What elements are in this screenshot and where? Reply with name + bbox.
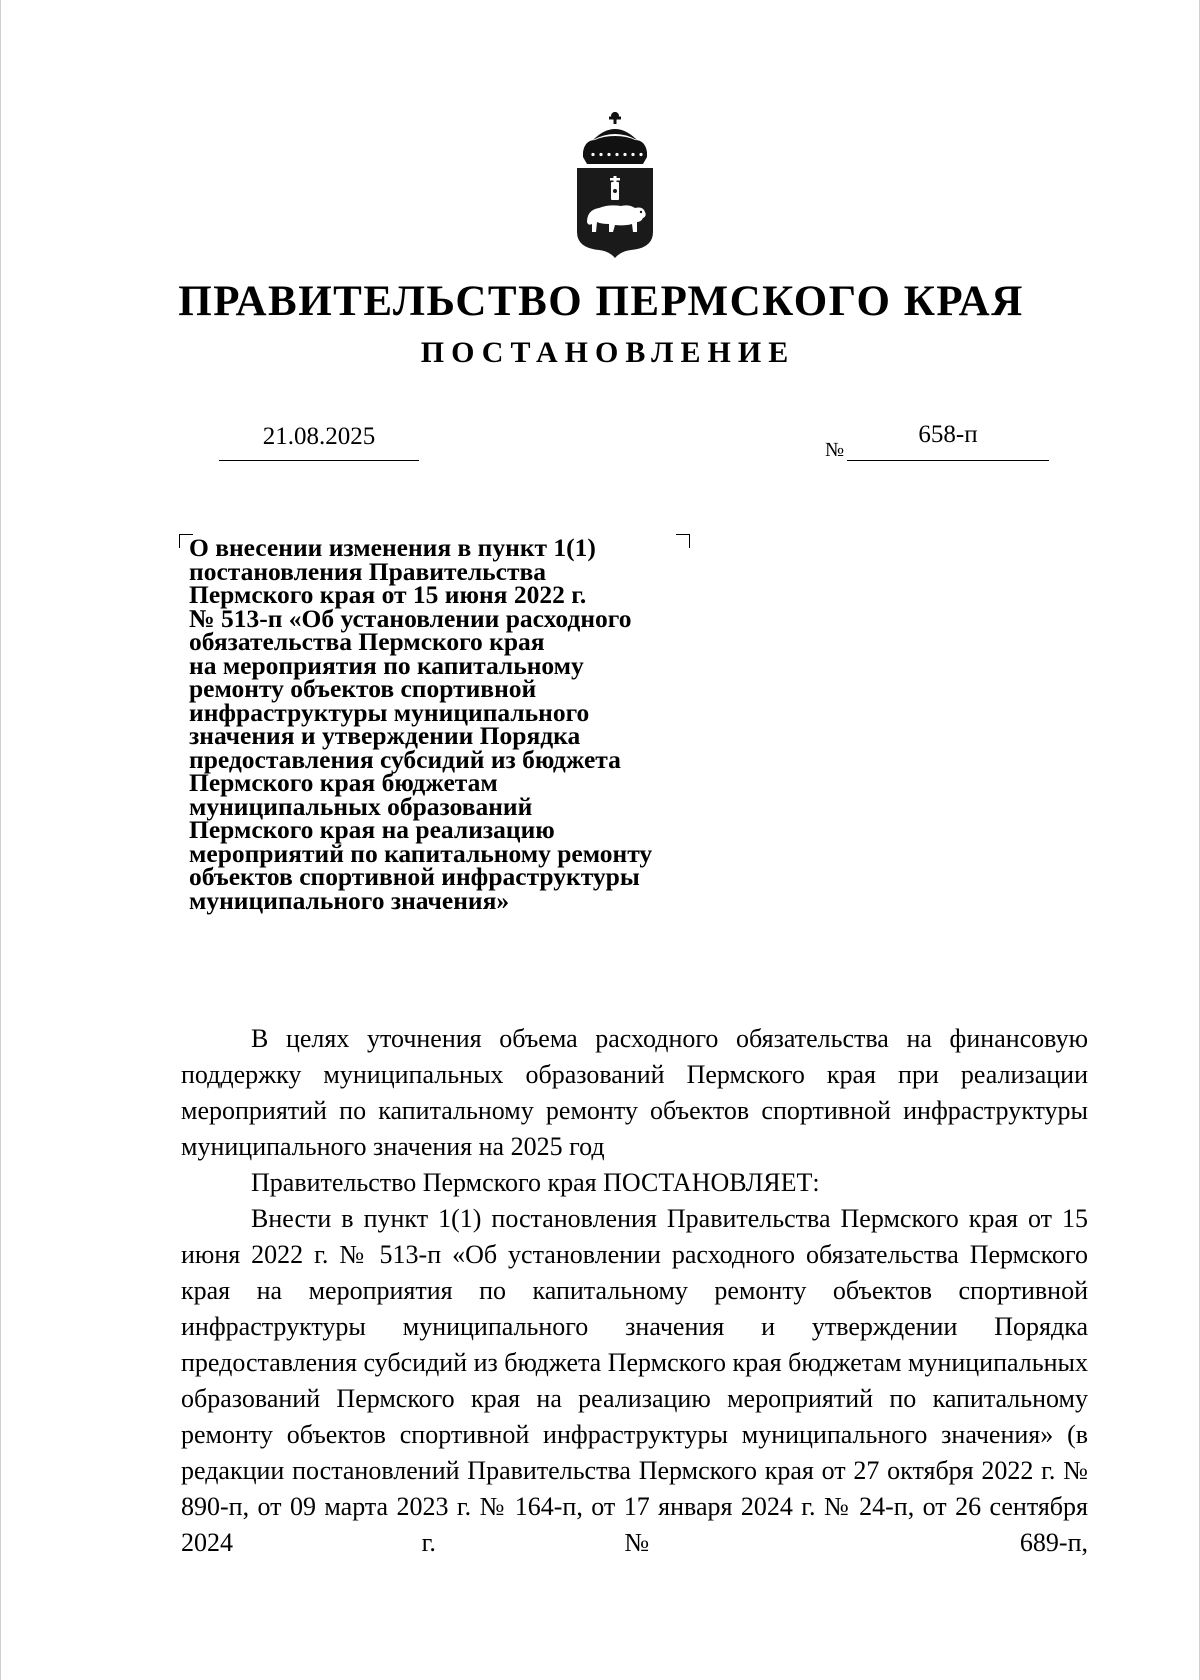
document-number: 658-п (847, 416, 1049, 461)
subject-line: Пермского края бюджетам (189, 768, 498, 797)
subject-line: О внесении изменения в пункт 1(1) (189, 533, 596, 562)
document-subject (189, 533, 729, 915)
document-date: 21.08.2025 (219, 418, 419, 461)
subject-line: значения и утверждении Порядка (189, 721, 581, 750)
coat-of-arms-icon (563, 110, 667, 260)
body-paragraph-amendment: Внести в пункт 1(1) постановления Правительства Пермского края от 15 июня 2022 г. № 513-п «Об установлении расходного обязательства Пермского края на мероприятия по капитальному ремонту объектов спортивной инфраструктуры муниципального значения и утверждении Порядка предоставления субсидий из бюджета Пермского края бюджетам муниципальных образований Пермского края на реализацию мероприятий по капитальному ремонту объектов спортивной инфраструктуры муниципального значения» (в редакции постановлений Правительства Пермского края от 27 октября 2022 г. № 890-п, от 09 марта 2023 г. № 164-п, от 17 января 2024 г. № 24-п, от 26 сентября 2024 г. № 689-п, (181, 1204, 1088, 1557)
body-paragraph-purpose: В целях уточнения объема расходного обязательства на финансовую поддержку муниципальных образований Пермского края при реализации мероприятий по капитальному ремонту объектов спортивной инфраструктуры муниципального значения на 2025 год (181, 1024, 1088, 1161)
subject-line: муниципальных образований (189, 791, 533, 821)
government-title: ПРАВИТЕЛЬСТВО ПЕРМСКОГО КРАЯ (178, 278, 1024, 325)
subject-line: Пермского края на реализацию (189, 815, 555, 844)
subject-line: объектов спортивной инфраструктуры (189, 862, 640, 891)
subject-line: на мероприятия по капитальному (189, 650, 584, 680)
subject-line: инфраструктуры муниципального (189, 697, 590, 727)
subject-line: предоставления субсидий из бюджета (189, 744, 621, 774)
subject-line: Пермского края от 15 июня 2022 г. (189, 580, 587, 609)
subject-line: постановления Правительства (189, 556, 546, 586)
body-paragraph-resolves: Правительство Пермского края ПОСТАНОВЛЯЕТ: (251, 1168, 820, 1197)
subject-line: мероприятий по капитальному ремонту (189, 838, 653, 868)
subject-line: обязательства Пермского края (189, 627, 545, 656)
subject-line: № 513-п «Об установлении расходного (189, 603, 632, 633)
subject-line: муниципального значения» (189, 885, 510, 915)
number-sign: № (825, 439, 845, 461)
subject-line: ремонту объектов спортивной (189, 674, 537, 703)
document-type: ПОСТАНОВЛЕНИЕ (420, 336, 796, 369)
